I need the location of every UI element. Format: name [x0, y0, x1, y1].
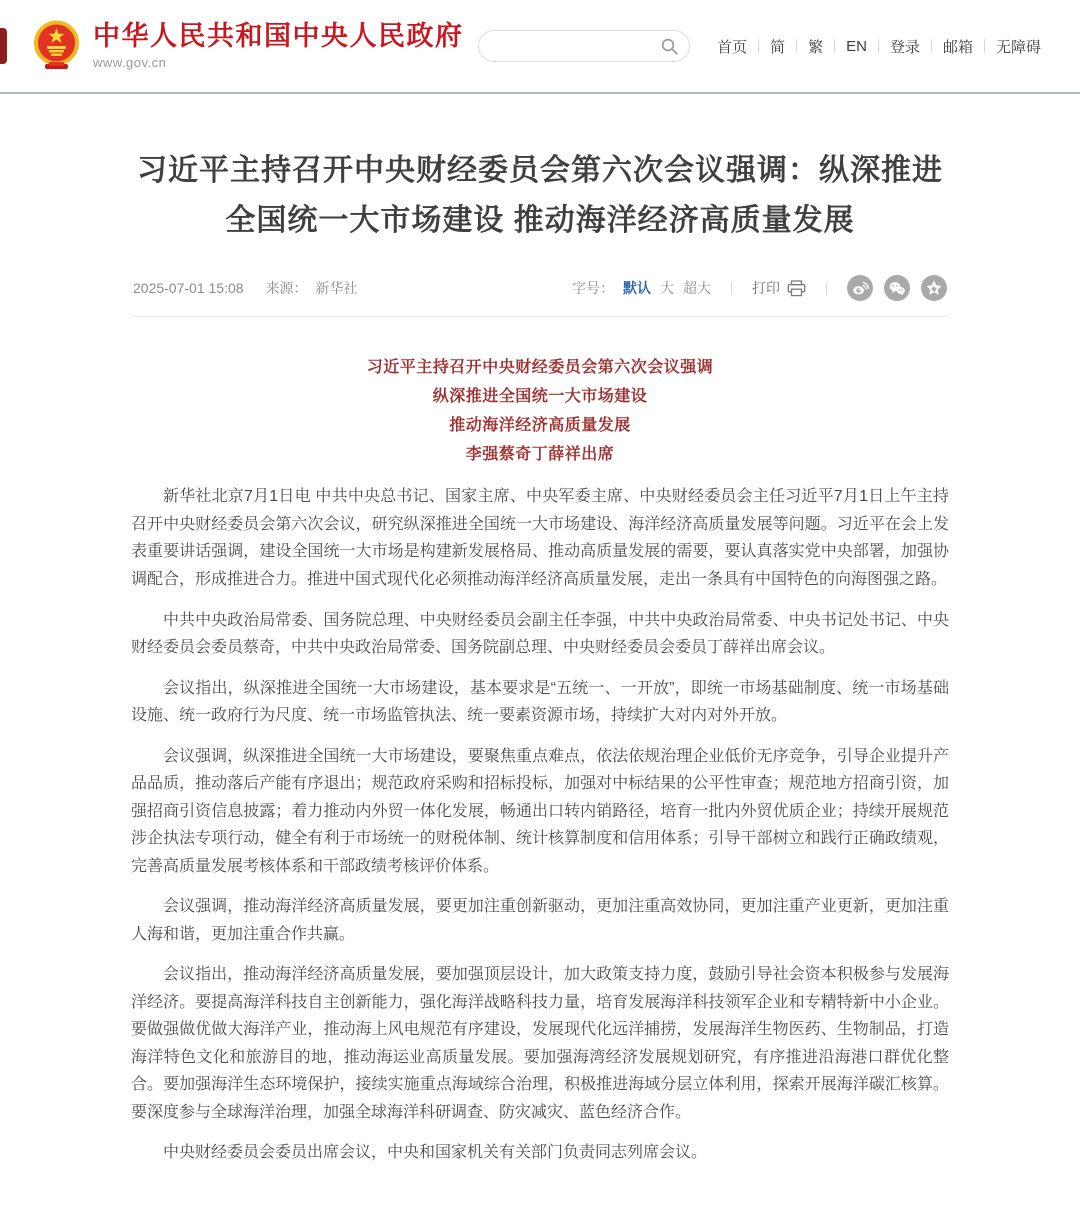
qzone-star-icon[interactable] [921, 275, 947, 301]
meta-divider [731, 282, 732, 295]
nav-login[interactable]: 登录 [889, 38, 920, 56]
weibo-share-icon[interactable] [847, 275, 873, 301]
article-paragraph: 中央财经委员会委员出席会议，中央和国家机关有关部门负责同志列席会议。 [163, 1144, 708, 1162]
font-size-xlarge-button[interactable]: 超大 [683, 280, 711, 296]
share-group [847, 275, 947, 301]
article-subtitle-line: 纵深推进全国统一大市场建设 [432, 388, 648, 406]
top-nav [706, 36, 1052, 57]
nav-simplified-chinese[interactable]: 简 [770, 38, 786, 56]
article-subtitle-line: 习近平主持召开中央财经委员会第六次会议强调 [366, 359, 714, 376]
brand-text [93, 22, 464, 71]
article-page [131, 94, 949, 1210]
font-size-label: 字号： [572, 280, 614, 296]
site-title: 中华人民共和国中央人民政府 [93, 20, 464, 51]
nav-traditional-chinese[interactable]: 繁 [808, 38, 824, 56]
font-size-large-button[interactable]: 大 [660, 280, 674, 296]
left-edge-decoration [0, 28, 7, 64]
article-subtitle-line: 李强蔡奇丁薛祥出席 [465, 446, 615, 464]
print-button[interactable] [752, 278, 806, 298]
font-size-group [572, 278, 711, 298]
article-meta-left [133, 278, 358, 298]
article-meta-row [131, 271, 949, 317]
article-body [131, 317, 949, 1210]
source-name[interactable]: 新华社 [315, 280, 358, 296]
wechat-share-icon[interactable] [884, 275, 910, 301]
article-paragraph: 会议强调，纵深推进全国统一大市场建设，要聚焦重点难点，依法依规治理企业低价无序竞争，引导企业提升产品品质，推动落后产能有序退出；规范政府采购和招标投标，加强对中标结果的公平性审查；规范地方招商引资，加强招商引资信息披露；着力推动内外贸一体化发展，畅通出口转内销路径，培育一批内外贸优质企业；持续开展规范涉企执法专项行动，健全有利于市场统一的财税体制、统计核算制度和信用体系；引导干部树立和践行正确政绩观，完善高质量发展考核体系和干部政绩考核评价体系。 [131, 747, 949, 875]
printer-icon [787, 280, 806, 297]
article-meta-right [572, 275, 947, 301]
site-url[interactable]: www.gov.cn [93, 55, 167, 71]
print-label: 打印 [752, 280, 780, 296]
header-right [478, 30, 1052, 62]
national-emblem-icon [33, 20, 80, 72]
nav-accessibility[interactable]: 无障碍 [995, 38, 1041, 56]
article-paragraph: 中共中央政治局常委、国务院总理、中央财经委员会副主任李强，中共中央政治局常委、中央书记处书记、中央财经委员会委员蔡奇，中共中央政治局常委、国务院副总理、中央财经委员会委员丁薛祥出席会议。 [131, 611, 949, 657]
meta-divider [826, 282, 827, 295]
article-paragraph: 会议指出，纵深推进全国统一大市场建设，基本要求是“五统一、一开放”，即统一市场基础制度、统一市场基础设施、统一政府行为尺度、统一市场监管执法、统一要素资源市场，持续扩大对内对外开放。 [131, 679, 949, 725]
nav-home[interactable]: 首页 [717, 38, 748, 56]
source-label: 来源： [265, 280, 308, 296]
site-header [0, 0, 1080, 94]
search-box[interactable] [478, 30, 690, 62]
nav-mailbox[interactable]: 邮箱 [942, 38, 973, 56]
search-input[interactable] [493, 37, 655, 55]
font-size-default-button[interactable]: 默认 [623, 280, 651, 296]
publish-date: 2025-07-01 15:08 [133, 280, 244, 296]
article-paragraph: 新华社北京7月1日电 中共中央总书记、国家主席、中央军委主席、中央财经委员会主任习近平7月1日上午主持召开中央财经委员会第六次会议，研究纵深推进全国统一大市场建设、海洋经济高质量发展等问题。习近平在会上发表重要讲话强调，建设全国统一大市场是构建新发展格局、推动高质量发展的需要，要认真落实党中央部署，加强协调配合，形成推进合力。推进中国式现代化必须推动海洋经济高质量发展，走出一条具有中国特色的向海图强之路。 [131, 488, 949, 588]
article-paragraph: 会议指出，推动海洋经济高质量发展，要加强顶层设计，加大政策支持力度，鼓励引导社会资本积极参与发展海洋经济。要提高海洋科技自主创新能力，强化海洋战略科技力量，培育发展海洋科技领军企业和专精特新中小企业。要做强做优做大海洋产业，推动海上风电规范有序建设，发展现代化远洋捕捞，发展海洋生物医药、生物制品，打造海洋特色文化和旅游目的地，推动海运业高质量发展。要加强海湾经济发展规划研究，有序推进沿海港口群优化整合。要加强海洋生态环境保护，接续实施重点海域综合治理，积极推进海域分层立体利用，探索开展海洋碳汇核算。要深度参与全球海洋治理，加强全球海洋科研调查、防灾减灾、蓝色经济合作。 [131, 966, 949, 1121]
site-brand[interactable] [33, 20, 464, 72]
article-paragraph: 会议强调，推动海洋经济高质量发展，要更加注重创新驱动，更加注重高效协同，更加注重产业更新，更加注重人海和谐，更加注重合作共赢。 [131, 898, 949, 943]
nav-english[interactable]: EN [846, 37, 867, 55]
article-subtitle-line: 推动海洋经济高质量发展 [449, 417, 631, 435]
page-title: 习近平主持召开中央财经委员会第六次会议强调：纵深推进全国统一大市场建设 推动海洋经济高质量发展 [137, 154, 943, 237]
search-icon[interactable] [660, 37, 679, 56]
